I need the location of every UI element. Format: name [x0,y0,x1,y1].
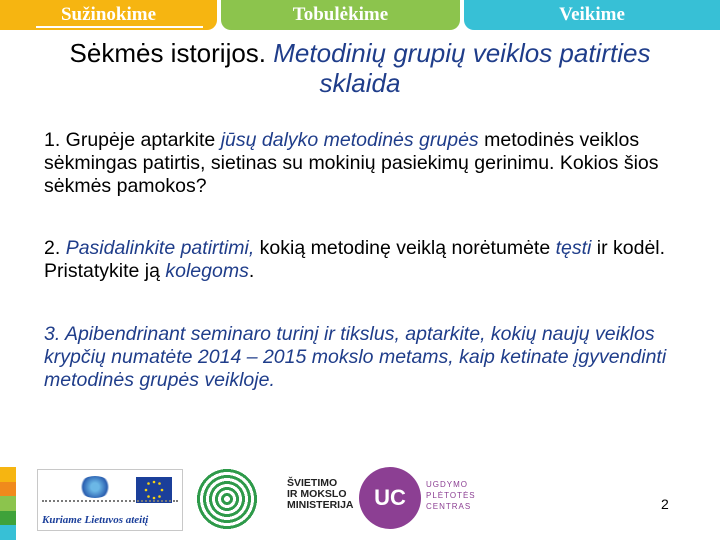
tab-label: Tobulėkime [292,4,389,25]
item-1 [44,129,684,198]
divider [42,500,178,506]
item-1-text: 1. Grupėje aptarkite [44,129,221,151]
item-2-emphasis-3: kolegoms [165,260,249,282]
upc-name [426,479,476,512]
upc-line-2: PLĖTOTĖS [426,491,476,500]
tab-veikime[interactable] [464,0,720,30]
tab-tobulekime[interactable] [221,0,460,30]
upc-logo [359,467,479,531]
title-part-1: Sėkmės istorijos. [69,38,274,68]
tab-label: Sužinokime [60,4,157,25]
item-1-text-rest: metodinės veiklos sėkmingas patirtis, sietinas su mokinių pasiekimų gerinimu. Kokios šios sėkmės pamokos? [44,129,659,197]
upc-emblem-icon [359,467,421,529]
ministry-line-2: IR MOKSLO [287,488,347,500]
item-3: 3. Apibendrinant seminaro turinį ir tikslus, aptarkite, kokių naujų veiklos krypčių numatėte 2014 – 2015 mokslo metams, kaip ketinate įgyvendinti metodinės grupės veikloje. [44,323,667,391]
item-1-emphasis: jūsų dalyko metodinės grupės [220,129,479,151]
item-2-text: kokią metodinę veiklą norėtumėte [254,237,556,259]
item-2-number: 2. [44,237,66,259]
page-number: 2 [661,496,669,512]
ministry-line-1: ŠVIETIMO [287,477,338,489]
eu-funds-logo [37,469,183,531]
upc-line-3: CENTRAS [426,502,472,511]
item-2 [44,237,684,283]
upc-line-1: UGDYMO [426,480,468,489]
item-2-emphasis: Pasidalinkite patirtimi, [65,237,255,259]
ministry-line-3: MINISTERIJA [287,499,354,511]
color-strip [0,467,16,540]
title-part-2: Metodinių grupių veiklos patirties sklaida [273,38,651,98]
item-2-emphasis-2: tęsti [555,237,592,259]
slide-title [60,38,660,98]
tab-suzinokime[interactable] [0,0,217,30]
item-2-end: . [248,260,255,282]
upc-mark: UC [374,485,406,510]
tab-label: Veikime [559,4,625,25]
structural-funds-icon [78,476,112,498]
eu-slogan: Kuriame Lietuvos ateitį [42,514,149,526]
ministry-emblem-icon [196,468,258,530]
ministry-logo [196,468,354,528]
ministry-name [287,478,354,511]
item-2-text-2: ir kodėl. Pristatykite ją [44,237,666,282]
